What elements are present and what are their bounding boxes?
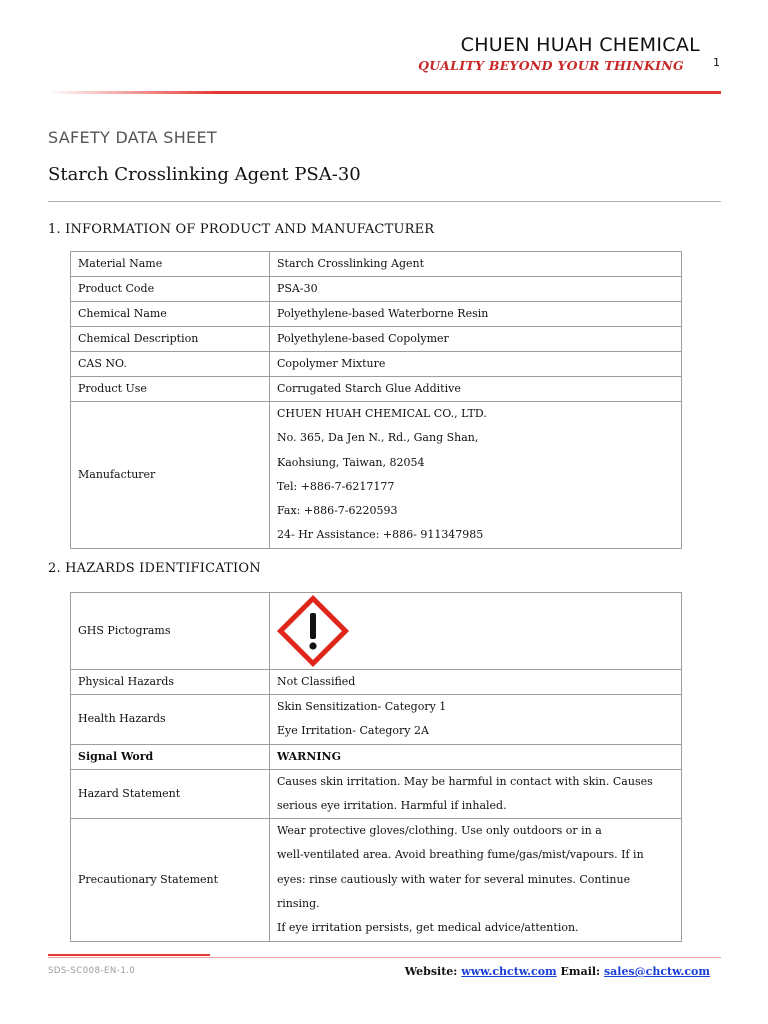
manufacturer-tel: Tel: +886-7-6217177 <box>277 479 395 493</box>
manufacturer-details <box>270 402 682 549</box>
manufacturer-address-line: Kaohsiung, Taiwan, 82054 <box>277 455 425 469</box>
row-key: GHS Pictograms <box>71 593 270 670</box>
row-key: Product Code <box>71 277 270 302</box>
exclamation-mark-icon <box>275 593 351 669</box>
precautionary-statement-value <box>270 819 682 941</box>
footer-divider <box>48 957 721 958</box>
table-row <box>71 819 682 941</box>
row-value: Starch Crosslinking Agent <box>270 252 682 277</box>
row-key: Health Hazards <box>71 695 270 745</box>
row-key: Chemical Name <box>71 302 270 327</box>
footer-accent-rule <box>48 954 210 956</box>
document-label: SAFETY DATA SHEET <box>48 128 217 147</box>
table-row <box>71 352 682 377</box>
row-value: Polyethylene-based Waterborne Resin <box>270 302 682 327</box>
row-key: Hazard Statement <box>71 769 270 819</box>
email-label: Email: <box>560 965 601 978</box>
page-number: 1 <box>713 56 720 69</box>
row-value: Polyethylene-based Copolymer <box>270 327 682 352</box>
table-row <box>71 670 682 695</box>
company-name: CHUEN HUAH CHEMICAL <box>460 34 700 56</box>
precaution-line: Wear protective gloves/clothing. Use only outdoors or in a <box>277 824 602 838</box>
table-row <box>71 769 682 819</box>
row-value: Corrugated Starch Glue Additive <box>270 377 682 402</box>
ghs-pictogram-cell <box>270 593 682 670</box>
row-key: Manufacturer <box>71 402 270 549</box>
document-code: SDS-SC008-EN-1.0 <box>48 966 136 976</box>
footer-contact <box>405 965 710 978</box>
product-info-table <box>70 251 682 549</box>
manufacturer-fax: Fax: +886-7-6220593 <box>277 504 398 518</box>
signal-word-value: WARNING <box>270 744 682 769</box>
section-2-heading: 2. HAZARDS IDENTIFICATION <box>48 561 261 576</box>
table-row <box>71 277 682 302</box>
page-title: Starch Crosslinking Agent PSA-30 <box>48 164 361 185</box>
email-link[interactable]: sales@chctw.com <box>603 965 710 978</box>
row-key: Physical Hazards <box>71 670 270 695</box>
row-key: Material Name <box>71 252 270 277</box>
title-divider <box>48 201 721 202</box>
section-1-heading: 1. INFORMATION OF PRODUCT AND MANUFACTURER <box>48 222 435 237</box>
precaution-line: well-ventilated area. Avoid breathing fume/gas/mist/vapours. If in <box>277 848 644 862</box>
website-link[interactable]: www.chctw.com <box>461 965 557 978</box>
row-key: CAS NO. <box>71 352 270 377</box>
table-row <box>71 593 682 670</box>
row-key: Chemical Description <box>71 327 270 352</box>
hazard-statement-line: Causes skin irritation. May be harmful in contact with skin. Causes <box>277 774 653 788</box>
table-row <box>71 377 682 402</box>
precaution-line: eyes: rinse cautiously with water for several minutes. Continue rinsing. <box>277 872 631 911</box>
hazard-statement-value <box>270 769 682 819</box>
health-hazards-value <box>270 695 682 745</box>
row-key: Product Use <box>71 377 270 402</box>
row-key: Precautionary Statement <box>71 819 270 941</box>
table-row <box>71 744 682 769</box>
table-row <box>71 695 682 745</box>
row-value: Not Classified <box>270 670 682 695</box>
manufacturer-company: CHUEN HUAH CHEMICAL CO., LTD. <box>277 407 487 420</box>
website-label: Website: <box>404 965 458 978</box>
manufacturer-assistance: 24- Hr Assistance: +886- 911347985 <box>277 528 484 542</box>
header-divider <box>48 91 721 94</box>
row-value: Copolymer Mixture <box>270 352 682 377</box>
precaution-line: If eye irritation persists, get medical advice/attention. <box>277 921 579 935</box>
table-row-manufacturer <box>71 402 682 549</box>
health-hazard-line: Eye Irritation- Category 2A <box>277 724 429 738</box>
row-key: Signal Word <box>71 744 270 769</box>
table-row <box>71 252 682 277</box>
health-hazard-line: Skin Sensitization- Category 1 <box>277 700 447 713</box>
hazards-table <box>70 592 682 942</box>
row-value: PSA-30 <box>270 277 682 302</box>
table-row <box>71 302 682 327</box>
company-tagline: QUALITY BEYOND YOUR THINKING <box>418 58 684 73</box>
hazard-statement-line: serious eye irritation. Harmful if inhaled. <box>277 798 507 812</box>
manufacturer-address-line: No. 365, Da Jen N., Rd., Gang Shan, <box>277 431 479 445</box>
table-row <box>71 327 682 352</box>
